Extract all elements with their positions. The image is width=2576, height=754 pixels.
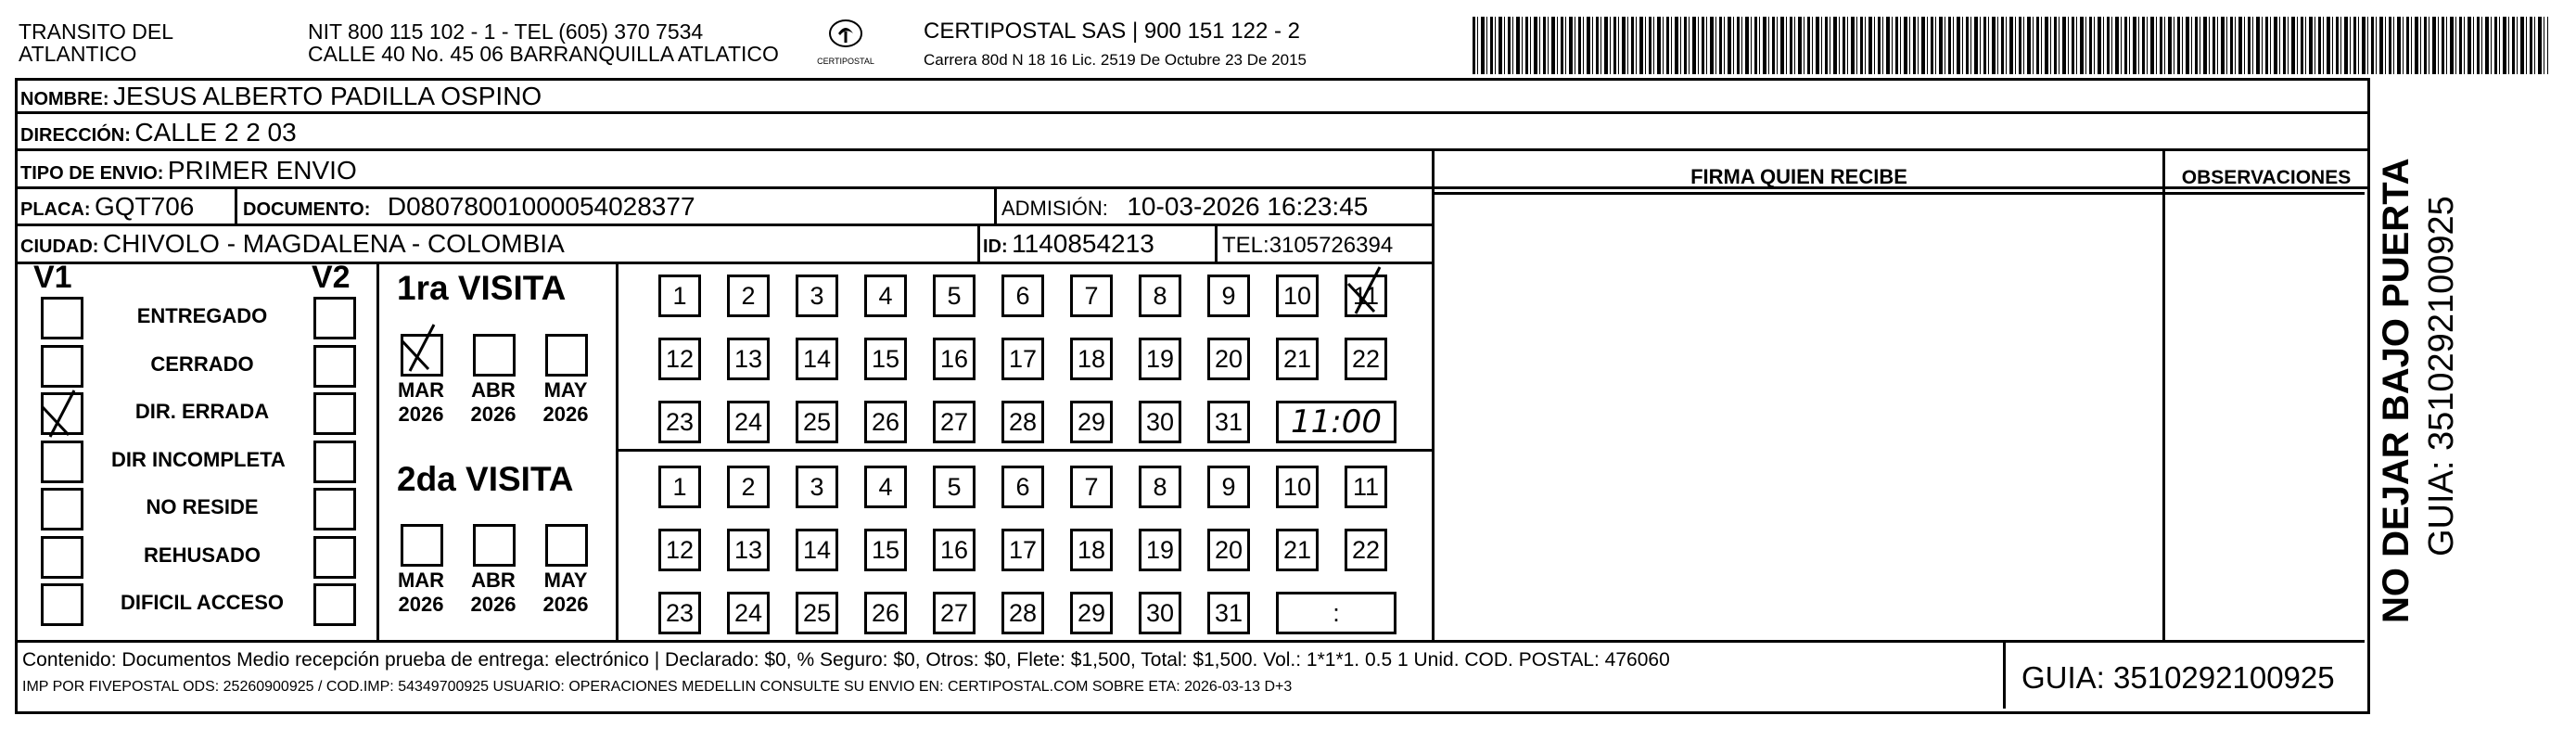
visit2-month-year: 2026 [398, 593, 444, 616]
status-label: ENTREGADO [136, 304, 268, 327]
visit1-day-20[interactable]: 20 [1207, 338, 1250, 380]
visit2-month-box[interactable] [545, 524, 588, 567]
visit1-day-30[interactable]: 30 [1139, 401, 1181, 443]
visit1-day-4[interactable]: 4 [864, 275, 907, 317]
visit1-day-9[interactable]: 9 [1207, 275, 1250, 317]
company-line: CERTIPOSTAL SAS | 900 151 122 - 2 [924, 19, 1300, 44]
nombre-label: NOMBRE: [20, 89, 109, 109]
visit2-day-5[interactable]: 5 [933, 466, 976, 508]
visit1-day-12[interactable]: 12 [658, 338, 701, 380]
visit2-day-29[interactable]: 29 [1070, 592, 1113, 634]
visit1-day-10[interactable]: 10 [1276, 275, 1319, 317]
visit2-day-7[interactable]: 7 [1070, 466, 1113, 508]
visit2-day-13[interactable]: 13 [727, 529, 770, 571]
transit-line-2: ATLANTICO [19, 42, 137, 66]
tipo-label: TIPO DE ENVIO: [20, 163, 164, 184]
visit2-month-box[interactable] [473, 524, 516, 567]
visit2-day-22[interactable]: 22 [1345, 529, 1387, 571]
visit1-title: 1ra VISITA [397, 269, 567, 307]
id-cell [983, 229, 1154, 259]
visit2-month-name: ABR [471, 569, 516, 592]
footer-contenido: Contenido: Documentos Medio recepción prueba de entrega: electrónico | Declarado: $0, % Seguro: $0, Otros: $0, Flete: $1,500, Total: $1,500. Vol.: 1*1*1. 0.5 1 Unid. COD. POSTAL: 476060 [22, 649, 1670, 671]
visit1-month-name: MAR [397, 378, 445, 402]
observaciones-area[interactable] [2166, 197, 2365, 638]
ciudad-value: CHIVOLO - MAGDALENA - COLOMBIA [102, 229, 565, 258]
logo-text: CERTIPOSTAL [817, 57, 874, 66]
visit2-day-11[interactable]: 11 [1345, 466, 1387, 508]
visit1-day-18[interactable]: 18 [1070, 338, 1113, 380]
documento-cell [243, 192, 695, 222]
visit2-time-box[interactable]: : [1276, 592, 1396, 634]
visit1-month-check-mark [397, 321, 445, 375]
visit1-month-year: 2026 [398, 403, 444, 426]
status-label: NO RESIDE [146, 495, 259, 518]
visit1-day-14[interactable]: 14 [796, 338, 838, 380]
visit1-day-check-mark [1343, 263, 1391, 317]
visit1-day-31[interactable]: 31 [1207, 401, 1250, 443]
tipo-value: PRIMER ENVIO [167, 156, 357, 185]
visit2-day-3[interactable]: 3 [796, 466, 838, 508]
visit2-day-31[interactable]: 31 [1207, 592, 1250, 634]
v1-check-mark [37, 387, 85, 441]
visit2-day-21[interactable]: 21 [1276, 529, 1319, 571]
v1-label: V1 [33, 260, 72, 295]
visit1-day-2[interactable]: 2 [727, 275, 770, 317]
v2-checkbox[interactable] [313, 297, 356, 339]
placa-label: PLACA: [20, 199, 91, 220]
transit-info [308, 20, 779, 65]
visit2-day-28[interactable]: 28 [1001, 592, 1044, 634]
direccion-row [20, 118, 297, 147]
visit2-month-year: 2026 [542, 593, 589, 616]
admision-label: ADMISIÓN: [1001, 197, 1108, 220]
placa-cell [20, 192, 194, 222]
v1-checkbox[interactable] [41, 297, 83, 339]
visit2-month-name: MAR [397, 569, 445, 592]
visit2-day-6[interactable]: 6 [1001, 466, 1044, 508]
visit1-day-8[interactable]: 8 [1139, 275, 1181, 317]
visit1-day-28[interactable]: 28 [1001, 401, 1044, 443]
visit1-day-1[interactable]: 1 [658, 275, 701, 317]
v2-checkbox[interactable] [313, 392, 356, 435]
nombre-row [20, 82, 542, 111]
visit1-day-13[interactable]: 13 [727, 338, 770, 380]
visit1-day-7[interactable]: 7 [1070, 275, 1113, 317]
v2-checkbox[interactable] [313, 488, 356, 530]
observaciones-label: OBSERVACIONES [2181, 167, 2352, 188]
firma-area[interactable] [1435, 197, 2161, 638]
status-label: DIR. ERRADA [134, 400, 270, 423]
visit2-day-23[interactable]: 23 [658, 592, 701, 634]
admision-value: 10-03-2026 16:23:45 [1127, 192, 1369, 221]
visit1-month-year: 2026 [542, 403, 589, 426]
documento-value: D08078001000054028377 [387, 192, 695, 221]
visit2-title: 2da VISITA [397, 460, 574, 498]
visit1-day-24[interactable]: 24 [727, 401, 770, 443]
visit2-day-12[interactable]: 12 [658, 529, 701, 571]
visit1-day-22[interactable]: 22 [1345, 338, 1387, 380]
visit2-day-17[interactable]: 17 [1001, 529, 1044, 571]
barcode [1473, 17, 2548, 74]
visit2-month-box[interactable] [401, 524, 443, 567]
v2-checkbox[interactable] [313, 583, 356, 626]
visit2-day-24[interactable]: 24 [727, 592, 770, 634]
visit2-day-4[interactable]: 4 [864, 466, 907, 508]
visit2-day-15[interactable]: 15 [864, 529, 907, 571]
address-line: CALLE 40 No. 45 06 BARRANQUILLA ATLATICO [308, 42, 779, 66]
visit2-day-2[interactable]: 2 [727, 466, 770, 508]
visit2-day-8[interactable]: 8 [1139, 466, 1181, 508]
visit1-month-box[interactable] [545, 334, 588, 377]
nit-line: NIT 800 115 102 - 1 - TEL (605) 370 7534 [308, 19, 704, 44]
tel-label: TEL: [1222, 233, 1269, 258]
visit1-day-17[interactable]: 17 [1001, 338, 1044, 380]
v2-label: V2 [312, 260, 351, 295]
v2-checkbox[interactable] [313, 441, 356, 483]
visit1-day-15[interactable]: 15 [864, 338, 907, 380]
visit2-day-27[interactable]: 27 [933, 592, 976, 634]
visit2-day-16[interactable]: 16 [933, 529, 976, 571]
visit1-day-16[interactable]: 16 [933, 338, 976, 380]
status-label: REHUSADO [144, 543, 261, 567]
nombre-value: JESUS ALBERTO PADILLA OSPINO [113, 82, 542, 110]
status-label: DIR INCOMPLETA [111, 447, 286, 471]
logo-icon [827, 19, 864, 52]
visit2-day-19[interactable]: 19 [1139, 529, 1181, 571]
admision-cell [1001, 192, 1368, 222]
v1-checkbox[interactable] [41, 441, 83, 483]
footer-guia: GUIA: 3510292100925 [2021, 660, 2335, 695]
v1-checkbox[interactable] [41, 583, 83, 626]
tipo-row [20, 156, 357, 185]
visit1-day-5[interactable]: 5 [933, 275, 976, 317]
visit1-month-year: 2026 [470, 403, 516, 426]
v2-checkbox[interactable] [313, 536, 356, 579]
transit-name [19, 20, 173, 65]
visit1-month-name: MAY [543, 378, 588, 402]
visit1-day-26[interactable]: 26 [864, 401, 907, 443]
documento-label: DOCUMENTO: [243, 199, 371, 220]
id-value: 1140854213 [1012, 229, 1154, 258]
certipostal-logo [809, 19, 883, 66]
v2-checkbox[interactable] [313, 345, 356, 388]
visit2-day-14[interactable]: 14 [796, 529, 838, 571]
visit2-day-25[interactable]: 25 [796, 592, 838, 634]
visit1-day-11[interactable]: 11 [1345, 275, 1387, 317]
visit2-day-10[interactable]: 10 [1276, 466, 1319, 508]
visit1-day-25[interactable]: 25 [796, 401, 838, 443]
no-dejar-bajo-puerta: NO DEJAR BAJO PUERTA [2376, 158, 2417, 623]
visit2-day-18[interactable]: 18 [1070, 529, 1113, 571]
visit1-day-23[interactable]: 23 [658, 401, 701, 443]
visit2-day-30[interactable]: 30 [1139, 592, 1181, 634]
visit1-time-box[interactable]: 11:00 [1276, 401, 1396, 443]
visit2-day-9[interactable]: 9 [1207, 466, 1250, 508]
id-label: ID: [983, 236, 1008, 257]
visit1-month-box[interactable] [473, 334, 516, 377]
visit1-day-21[interactable]: 21 [1276, 338, 1319, 380]
visit2-month-name: MAY [543, 569, 588, 592]
visit1-day-3[interactable]: 3 [796, 275, 838, 317]
visit1-day-6[interactable]: 6 [1001, 275, 1044, 317]
status-label: CERRADO [150, 351, 254, 376]
transit-line-1: TRANSITO DEL [19, 19, 173, 44]
visit2-day-26[interactable]: 26 [864, 592, 907, 634]
v1-checkbox[interactable] [41, 536, 83, 579]
ciudad-label: CIUDAD: [20, 236, 99, 257]
placa-value: GQT706 [95, 192, 195, 221]
ciudad-cell [20, 229, 565, 259]
tel-cell [1222, 233, 1393, 259]
visit2-month-year: 2026 [470, 593, 516, 616]
status-label: DIFICIL ACCESO [120, 591, 284, 614]
v1-checkbox[interactable] [41, 488, 83, 530]
firma-label: FIRMA QUIEN RECIBE [1690, 165, 1907, 188]
tel-value: 3105726394 [1269, 233, 1394, 258]
direccion-value: CALLE 2 2 03 [134, 118, 297, 147]
visit2-day-20[interactable]: 20 [1207, 529, 1250, 571]
visit1-month-name: ABR [471, 378, 516, 402]
v1-checkbox[interactable] [41, 345, 83, 388]
visit1-day-19[interactable]: 19 [1139, 338, 1181, 380]
visit1-day-29[interactable]: 29 [1070, 401, 1113, 443]
visit1-day-27[interactable]: 27 [933, 401, 976, 443]
side-guia: GUIA: 3510292100925 [2422, 196, 2461, 556]
visit2-day-1[interactable]: 1 [658, 466, 701, 508]
footer-imp: IMP POR FIVEPOSTAL ODS: 25260900925 / COD.IMP: 54349700925 USUARIO: OPERACIONES MEDELLIN CONSULTE SU ENVIO EN: CERTIPOSTAL.COM SOBRE ETA: 2026-03-13 D+3 [22, 679, 1293, 695]
company-address: Carrera 80d N 18 16 Lic. 2519 De Octubre 23 De 2015 [924, 51, 1307, 69]
direccion-label: DIRECCIÓN: [20, 125, 131, 146]
